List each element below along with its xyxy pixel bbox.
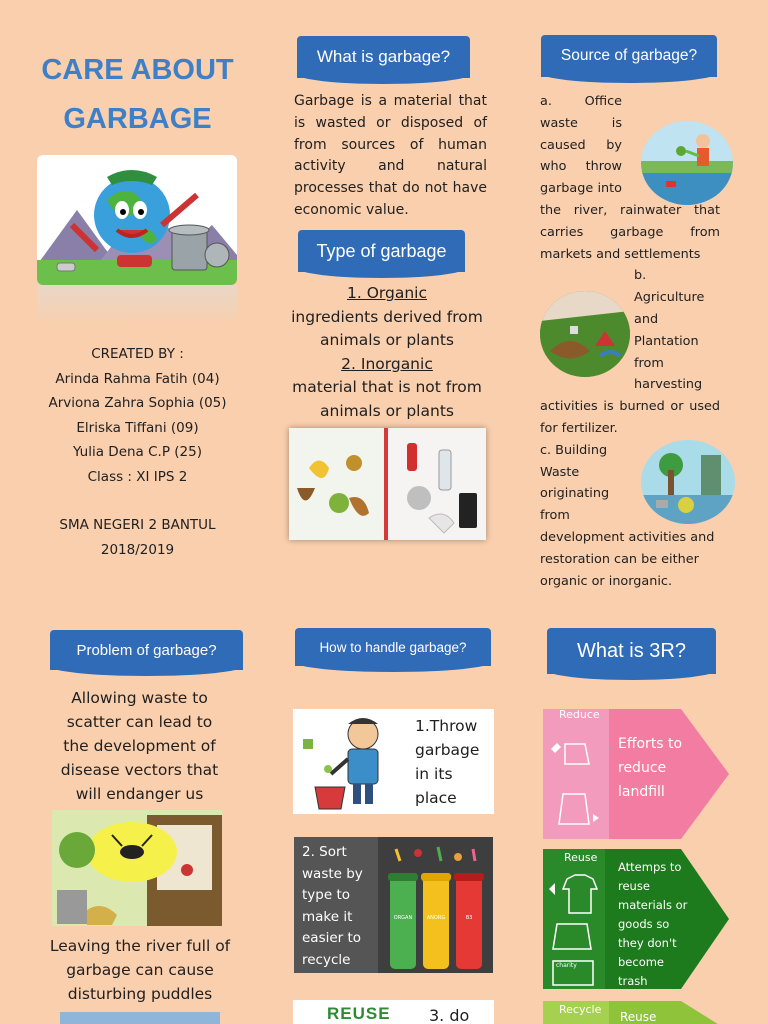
image-reflection xyxy=(37,285,237,325)
source-a-text: a. Office waste is caused by who throw garbage into the river, rainwater that carries garbage from markets and settlements xyxy=(540,94,720,262)
disease-vector-image xyxy=(52,810,222,926)
source-c-text: c. Building Waste originating from development activities and restoration can be either organic or inorganic. xyxy=(540,442,715,589)
organic-title: 1. Organic xyxy=(346,284,427,302)
bin-label: ANORG xyxy=(426,915,446,921)
handle-step-1-text: 1.Throw garbage in its place xyxy=(415,717,480,807)
handle-banner xyxy=(295,628,491,666)
problem-heading: Problem of garbage? xyxy=(76,641,217,659)
handle-step-2-card xyxy=(294,837,493,973)
reduce-label: Reduce xyxy=(559,708,600,721)
credit-member: Yulia Dena C.P (25) xyxy=(72,444,202,460)
credit-member: Arinda Rahma Fatih (04) xyxy=(55,370,220,387)
handle-step-2-text: 2. Sort waste by type to make it easier to recycle xyxy=(294,837,378,973)
title-line-1: CARE ABOUT xyxy=(41,54,234,86)
reuse-logo-text: REUSE xyxy=(327,1004,391,1023)
handle-step-3-text: 3. do xyxy=(429,1006,470,1024)
reuse-charity-sign: charity xyxy=(556,962,577,969)
bin-label: ORGAN xyxy=(393,915,413,921)
what-is-garbage-heading: What is garbage? xyxy=(316,47,451,66)
what-is-3r-banner xyxy=(547,628,716,674)
what-is-garbage-banner xyxy=(297,36,470,78)
school-name: SMA NEGERI 2 BANTUL xyxy=(59,517,216,533)
school-year: 2018/2019 xyxy=(100,541,175,558)
reduce-text: Efforts to reduce landfill xyxy=(618,736,683,800)
title-line-2: GARBAGE xyxy=(63,103,212,135)
inorganic-description: material that is not from animals or plants xyxy=(292,378,482,420)
credit-member: Arviona Zahra Sophia (05) xyxy=(48,395,227,411)
river-garbage-image xyxy=(60,1012,220,1024)
problem-text-2: Leaving the river full of garbage can cause disturbing puddles xyxy=(49,937,231,1003)
organic-inorganic-image xyxy=(289,428,486,540)
problem-text-1: Allowing waste to scatter can lead to the development of disease vectors that will endanger us xyxy=(60,689,219,803)
credit-class: Class : XI IPS 2 xyxy=(87,468,188,485)
handle-step-3-card xyxy=(293,1000,494,1024)
recycle-label: Recycle xyxy=(559,1003,602,1016)
what-is-garbage-text: Garbage is a material that is wasted or disposed of from sources of human activity and natural processes that do not have economic value. xyxy=(294,93,487,218)
type-of-garbage-list xyxy=(284,282,490,424)
type-of-garbage-heading: Type of garbage xyxy=(316,240,447,261)
credits-heading: CREATED BY : xyxy=(91,346,184,362)
handle-step-1-card xyxy=(293,709,494,814)
source-of-garbage-heading: Source of garbage? xyxy=(560,47,698,64)
source-text-block xyxy=(540,91,720,592)
inorganic-title: 2. Inorganic xyxy=(341,354,433,373)
throw-garbage-image xyxy=(293,709,409,814)
type-of-garbage-banner xyxy=(298,230,465,272)
source-b-text: b. Agriculture and Plantation from harvesting activities is burned or used for fertilizer. xyxy=(540,268,720,436)
what-is-3r-heading: What is 3R? xyxy=(577,639,686,662)
problem-banner xyxy=(50,630,243,670)
globe-mascot-image xyxy=(37,155,237,285)
sorting-bins-image xyxy=(378,837,493,973)
credit-member: Elriska Tiffani (09) xyxy=(76,419,199,436)
handle-heading: How to handle garbage? xyxy=(319,639,467,655)
reuse-text: Attemps to reuse materials or goods so they don't become trash xyxy=(618,860,688,988)
reuse-label: Reuse xyxy=(564,851,598,864)
organic-description: ingredients derived from animals or plants xyxy=(291,307,483,350)
bin-label: B3 xyxy=(465,915,473,921)
credits-block xyxy=(30,342,245,562)
recycle-text: Reuse xyxy=(620,1010,657,1024)
page-title xyxy=(20,46,255,144)
source-of-garbage-banner xyxy=(541,35,717,77)
